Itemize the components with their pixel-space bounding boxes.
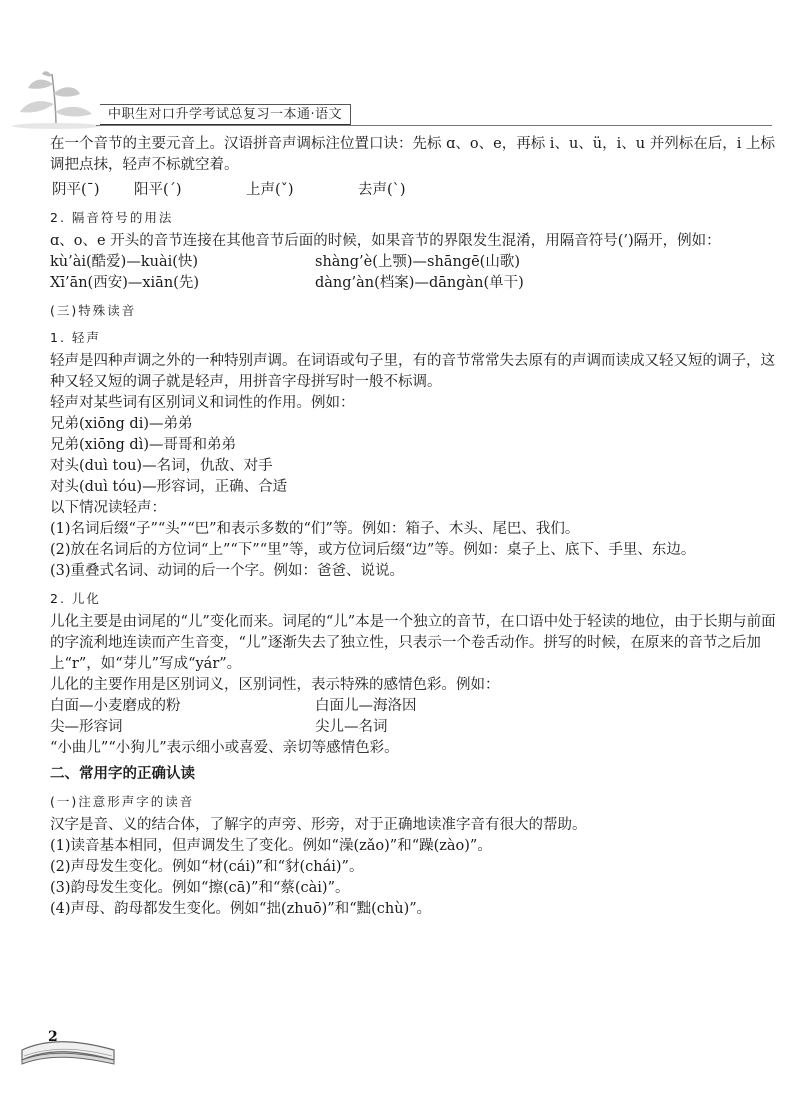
example-line: 兄弟(xiōng dì)—哥哥和弟弟 — [50, 437, 237, 453]
erhua-paragraph: 儿化的主要作用是区别词义，区别词性，表示特殊的感情色彩。例如： — [50, 677, 500, 693]
erhua-paragraph: 儿化主要是由词尾的“儿”变化而来。词尾的“儿”本是一个独立的音节，在口语中处于轻读的地位，由于长期与前面的字流利地连读而产生音变，“儿”逐渐失去了独立性，只表示一个卷舌动作。拼写的时候，在原来的音节之后加上“r”，如“芽儿”写成“yár”。 — [50, 614, 776, 672]
section-heading: (一)注意形声字的读音 — [50, 794, 195, 809]
qingsheng-paragraph: 轻声是四种声调之外的一种特别声调。在词语或句子里，有的音节常常失去原有的声调而读成又轻又短的调子，这种又轻又短的调子就是轻声，用拼音字母拼写时一般不标调。 — [50, 353, 775, 390]
example-line: 兄弟(xiōng di)—弟弟 — [50, 416, 193, 432]
page-header — [0, 70, 790, 130]
section-heading: 2. 儿化 — [50, 591, 101, 606]
open-book-icon — [18, 1020, 118, 1068]
tone-list — [50, 180, 780, 201]
example-row — [50, 273, 780, 294]
tone-item: 上声(ˇ) — [246, 182, 294, 198]
example-item: kù’ài(酷爱)—kuài(快) — [50, 254, 199, 270]
list-item: (3)韵母发生变化。例如“擦(cā)”和“蔡(cài)”。 — [50, 880, 350, 896]
section-heading: (三)特殊读音 — [50, 303, 137, 318]
tone-item: 阴平(ˉ) — [52, 182, 100, 198]
example-row — [50, 717, 780, 738]
erhua-paragraph: “小曲儿”“小狗儿”表示细小或喜爱、亲切等感情色彩。 — [50, 740, 399, 756]
example-item: dàng’àn(档案)—dāngàn(单干) — [315, 275, 524, 291]
case-item: (1)名词后缀“子”“头”“巴”和表示多数的“们”等。例如：箱子、木头、尾巴、我们。 — [50, 521, 580, 537]
list-item: (4)声母、韵母都发生变化。例如“拙(zhuō)”和“黜(chù)”。 — [50, 901, 432, 917]
case-item: (2)放在名词后的方位词“上”“下”“里”等，或方位词后缀“边”等。例如：桌子上、底下、手里、东边。 — [50, 542, 696, 558]
page-number: 2 — [48, 1029, 58, 1045]
geyin-paragraph: ɑ、o、e 开头的音节连接在其他音节后面的时候，如果音节的界限发生混淆，用隔音符号(’)隔开，例如： — [50, 233, 721, 249]
list-item: (1)读音基本相同，但声调发生了变化。例如“澡(zǎo)”和“躁(zào)”。 — [50, 838, 492, 854]
example-item: shàng’è(上颚)—shāngē(山歌) — [315, 254, 520, 270]
example-line: 对头(duì tóu)—形容词，正确、合适 — [50, 479, 288, 495]
example-item: Xī’ān(西安)—xiān(先) — [50, 275, 199, 291]
example-line: 对头(duì tou)—名词，仇敌、对手 — [50, 458, 273, 474]
example-row — [50, 696, 780, 717]
page-content — [50, 134, 780, 920]
case-item: (3)重叠式名词、动词的后一个字。例如：爸爸、说说。 — [50, 563, 405, 579]
example-item: 白面儿—海洛因 — [315, 698, 417, 714]
chapter-heading: 二、常用字的正确认读 — [50, 766, 195, 782]
page-footer — [18, 1020, 118, 1072]
cases-intro: 以下情况读轻声： — [50, 500, 166, 516]
intro-paragraph: 在一个音节的主要元音上。汉语拼音声调标注位置口诀：先标 ɑ、o、e，再标 i、u、ü，i、u 并列标在后，i 上标调把点抹，轻声不标就空着。 — [50, 136, 775, 173]
leaf-ornament-icon — [6, 70, 106, 130]
section2-paragraph: 汉字是音、义的结合体，了解字的声旁、形旁，对于正确地读准字音有很大的帮助。 — [50, 817, 587, 833]
section-heading: 2. 隔音符号的用法 — [50, 210, 174, 225]
example-row — [50, 252, 780, 273]
example-item: 白面—小麦磨成的粉 — [50, 698, 181, 714]
list-item: (2)声母发生变化。例如“材(cái)”和“豺(chái)”。 — [50, 859, 364, 875]
example-item: 尖—形容词 — [50, 719, 123, 735]
example-item: 尖儿—名词 — [315, 719, 388, 735]
qingsheng-paragraph: 轻声对某些词有区别词义和词性的作用。例如： — [50, 395, 355, 411]
book-title: 中职生对口升学考试总复习一本通·语文 — [100, 104, 351, 126]
header-divider — [96, 125, 772, 126]
tone-item: 去声(ˋ) — [358, 182, 406, 198]
tone-item: 阳平(ˊ) — [134, 182, 182, 198]
section-heading: 1. 轻声 — [50, 330, 101, 345]
